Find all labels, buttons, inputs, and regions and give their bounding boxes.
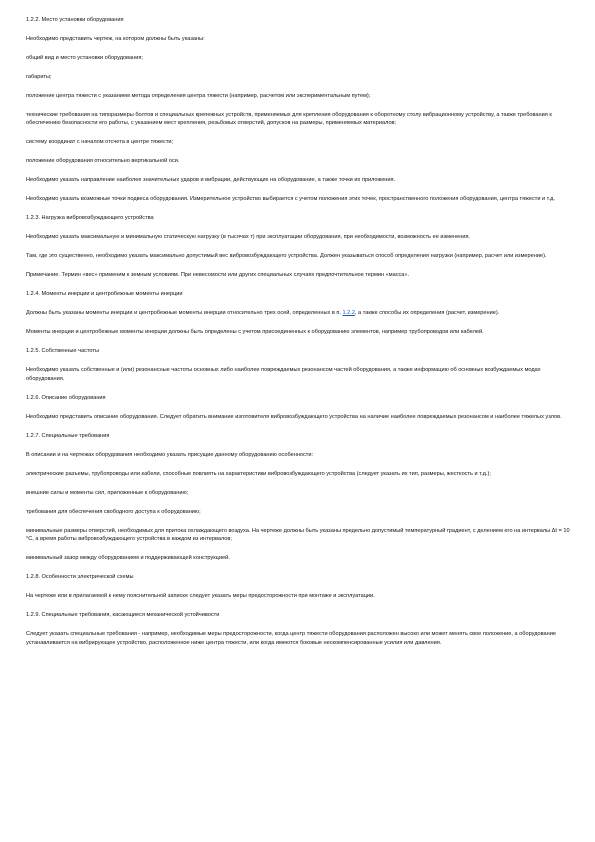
paragraph: систему координат с началом отсчета в центре тяжести;	[26, 139, 174, 146]
paragraph: Необходимо представить чертеж, на котором должны быть указаны:	[26, 36, 205, 42]
section-reference-link[interactable]: 1.2.2	[342, 310, 355, 317]
paragraph: требования для обеспечения свободного доступа к оборудованию;	[26, 508, 201, 515]
paragraph: Необходимо указать максимальную и минимальную статическую нагрузку (в тысячах т) при эксплуатации оборудования, при необходимости, возможность ее изменения.	[26, 234, 471, 241]
section-heading: 1.2.4. Моменты инерции и центробежные моменты инерции	[26, 291, 183, 298]
section-heading: 1.2.3. Нагрузка вибровозбуждающего устройства	[26, 215, 154, 222]
paragraph: На чертеже или в прилагаемой к нему пояснительной записке следует указать меры предосторожности при монтаже и эксплуатации.	[26, 593, 375, 600]
paragraph: электрические разъемы, трубопроводы или кабели, способные повлиять на характеристики вибровозбуждающего устройства (следует указать их тип, размеры, жесткость и т.д.);	[26, 470, 491, 477]
section-heading: 1.2.7. Специальные требования	[26, 432, 110, 439]
paragraph: Примечание. Термин «вес» применим к земным условиям. При невесомости или других специальных случаях предпочтительное термин «масса».	[26, 272, 410, 279]
paragraph: Необходимо указать собственные и (или) резонансные частоты основных либо наиболее повреждаемых резонансом частей оборудования, а также информацию об основных возбуждаемых модах оборудования.	[26, 367, 541, 382]
section-heading: 1.2.9. Специальные требования, касающиеся механической устойчивости	[26, 612, 220, 619]
paragraph-text-before: Должны быть указаны моменты инерции и центробежные моменты инерции относительно трех осей, определенных в п.	[26, 310, 343, 317]
section-heading: 1.2.2. Место установки оборудования	[26, 17, 124, 23]
paragraph: минимальный зазор между оборудованием и поддерживающей конструкцией.	[26, 555, 230, 562]
paragraph-with-reference	[26, 309, 572, 317]
paragraph: Необходимо представить описание оборудования. Следует обратить внимание изготовителя вибровозбуждающего устройства на наличие наиболее повреждаемых резонансом и наиболее тяжелых узлов.	[26, 413, 562, 420]
paragraph: В описании и на чертежах оборудования необходимо указать присущие данному оборудованию особенности:	[26, 451, 314, 458]
paragraph: Следует указать специальные требования - например, необходимые меры предосторожности, когда центр тяжести оборудования расположен высоко или может менять свое положение, а оборудование устанавливается на вибрирующее устройство, расположенное ниже центра тяжести, или когда имеются боковые нескомпенсированные усилия или давления.	[26, 631, 556, 646]
paragraph: габариты;	[26, 74, 52, 80]
section-heading: 1.2.6. Описание оборудования	[26, 394, 106, 401]
paragraph: общий вид и место установки оборудования;	[26, 55, 143, 61]
paragraph: Необходимо указать возможные точки подвеса оборудования. Измерительное устройство выбирается с учетом положения этих точек, пространственного положения оборудования, центра тяжести и т.д.	[26, 196, 555, 203]
paragraph: Моменты инерции и центробежные моменты инерции должны быть определены с учетом присоединенных к оборудованию элементов, например трубопроводов или кабелей.	[26, 329, 484, 336]
paragraph: положение оборудования относительно вертикальной оси.	[26, 158, 180, 165]
paragraph: минимальные размеры отверстий, необходимых для притока охлаждающего воздуха. На чертеже должны быть указаны предельно допустимый температурный градиент, с делением его на интервалы Δt = 10 °С, а время работы вибровозбуждающего устройства в каждом из интервалов;	[26, 527, 570, 543]
paragraph: Там, где это существенно, необходимо указать максимально допустимый вес вибровозбуждающего устройства. Должен указываться способ определения нагрузки (например, расчет или измерение).	[26, 253, 547, 260]
paragraph: внешние силы и моменты сил, приложенные к оборудованию;	[26, 489, 189, 496]
document-body	[26, 16, 572, 658]
paragraph: положение центра тяжести с указанием метода определения центра тяжести (например, расчетом или экспериментальным путем);	[26, 93, 371, 99]
paragraph: Необходимо указать направление наиболее значительных ударов и вибрации, действующих на оборудование, а также точки их приложения.	[26, 177, 396, 184]
section-heading: 1.2.8. Особенности электрической схемы	[26, 574, 134, 581]
paragraph: технические требования на типоразмеры болтов и специальных крепежных устройств, применяемых для крепления оборудования к оборотному столу вибрационному устройству, а также требования к обеспечению безопасности его работы, с указанием мест крепления, резьбовых отверстий, допусков на размеры, применяемых материалов;	[26, 112, 552, 127]
section-heading: 1.2.5. Собственные частоты	[26, 348, 99, 355]
paragraph-text-after: , а также способы их определения (расчет, измерение).	[354, 310, 500, 317]
